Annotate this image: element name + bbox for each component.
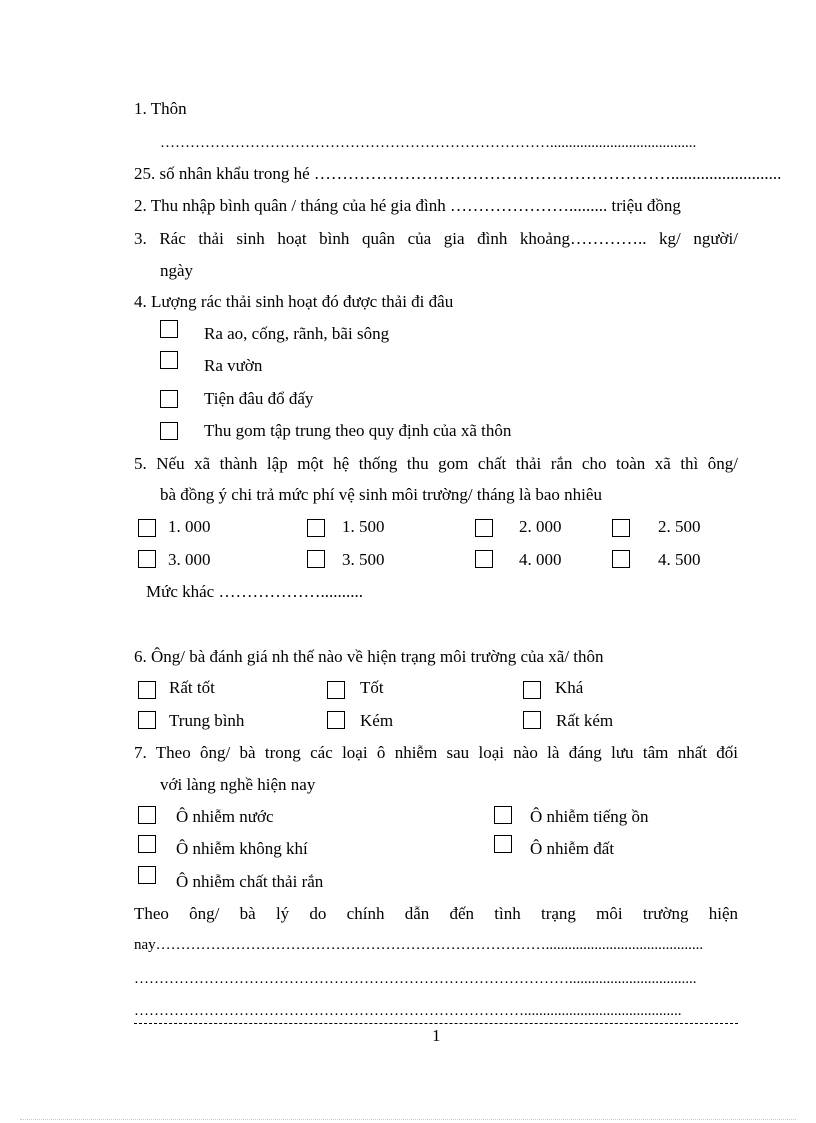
q7-option-air-label: Ô nhiễm không khí: [176, 839, 308, 858]
q5-line2: bà đồng ý chi trả mức phí vệ sinh môi trường/ tháng là bao nhiêu: [160, 485, 602, 504]
q5-option-2500-label: 2. 500: [658, 517, 701, 536]
q7-option-noise-label: Ô nhiễm tiếng ồn: [530, 807, 649, 826]
q7-option-water-checkbox[interactable]: [138, 806, 156, 824]
q4-option-3-checkbox[interactable]: [160, 390, 178, 408]
q7-option-solid-waste-label: Ô nhiễm chất thải rắn: [176, 872, 324, 891]
q5-option-3000-label: 3. 000: [168, 550, 211, 569]
q6-option-good-label: Tốt: [360, 678, 384, 697]
q1-dots[interactable]: …………………………………………………………………….......................................: [160, 135, 697, 151]
q6-option-good-checkbox[interactable]: [327, 681, 345, 699]
reason-line4[interactable]: ……………………………………………………………………..........................................: [134, 1003, 682, 1019]
q7-option-air-checkbox[interactable]: [138, 835, 156, 853]
q4-option-2-label: Ra vườn: [204, 356, 263, 375]
q6-option-very-poor-checkbox[interactable]: [523, 711, 541, 729]
q4-option-2-checkbox[interactable]: [160, 351, 178, 369]
q5-other-amount[interactable]: Mức khác ………………..........: [146, 582, 363, 601]
q7-option-solid-waste-checkbox[interactable]: [138, 866, 156, 884]
q7-option-soil-checkbox[interactable]: [494, 835, 512, 853]
q6-option-very-good-checkbox[interactable]: [138, 681, 156, 699]
q7-option-water-label: Ô nhiễm nước: [176, 807, 274, 826]
q5-option-2500-checkbox[interactable]: [612, 519, 630, 537]
page-edge-dotted-line: [20, 1119, 796, 1120]
q6-option-fair-checkbox[interactable]: [523, 681, 541, 699]
q5-option-4000-checkbox[interactable]: [475, 550, 493, 568]
footer-divider: [134, 1023, 738, 1024]
q4-option-4-checkbox[interactable]: [160, 422, 178, 440]
q3-line2: ngày: [160, 261, 194, 280]
q2-income: 2. Thu nhập bình quân / tháng của hé gia đình …………………......... triệu đồng: [134, 196, 681, 215]
q5-option-4500-checkbox[interactable]: [612, 550, 630, 568]
q1-household-size: 25. số nhân khẩu trong hé ………………………………………………………..........................: [134, 164, 782, 183]
q5-option-2000-checkbox[interactable]: [475, 519, 493, 537]
q5-option-2000-label: 2. 000: [519, 517, 562, 536]
q6-option-average-checkbox[interactable]: [138, 711, 156, 729]
q6-title: 6. Ông/ bà đánh giá nh thế nào về hiện trạng môi trường của xã/ thôn: [134, 647, 604, 666]
q1-label: 1. Thôn: [134, 99, 187, 118]
page-number: 1: [432, 1026, 441, 1045]
reason-line3[interactable]: ……………………………………………………………………………..................................: [134, 971, 697, 987]
q5-option-3500-checkbox[interactable]: [307, 550, 325, 568]
q5-option-3000-checkbox[interactable]: [138, 550, 156, 568]
q6-option-fair-label: Khá: [555, 678, 584, 697]
q6-option-average-label: Trung bình: [169, 711, 245, 730]
q5-option-4500-label: 4. 500: [658, 550, 701, 569]
q5-option-1000-checkbox[interactable]: [138, 519, 156, 537]
q6-option-poor-checkbox[interactable]: [327, 711, 345, 729]
q3-line1: 3. Rác thải sinh hoạt bình quân của gia đình khoảng………….. kg/ người/: [134, 229, 738, 248]
q5-option-1000-label: 1. 000: [168, 517, 211, 536]
q5-option-3500-label: 3. 500: [342, 550, 385, 569]
reason-line2[interactable]: nay……………………………………………………………………..........................................: [134, 937, 704, 953]
q5-option-1500-label: 1. 500: [342, 517, 385, 536]
reason-line1: Theo ông/ bà lý do chính dẫn đến tình trạng môi trường hiện: [134, 904, 738, 923]
q7-option-noise-checkbox[interactable]: [494, 806, 512, 824]
q5-line1: 5. Nếu xã thành lập một hệ thống thu gom chất thải rắn cho toàn xã thì ông/: [134, 454, 738, 473]
q6-option-very-poor-label: Rất kém: [556, 711, 614, 730]
q5-option-4000-label: 4. 000: [519, 550, 562, 569]
q4-option-1-label: Ra ao, cống, rãnh, bãi sông: [204, 324, 390, 343]
q7-option-soil-label: Ô nhiễm đất: [530, 839, 615, 858]
q4-option-3-label: Tiện đâu đổ đấy: [204, 389, 314, 408]
q4-option-4-label: Thu gom tập trung theo quy định của xã thôn: [204, 421, 512, 440]
q6-option-poor-label: Kém: [360, 711, 394, 730]
q5-option-1500-checkbox[interactable]: [307, 519, 325, 537]
q4-title: 4. Lượng rác thải sinh hoạt đó được thải đi đâu: [134, 292, 454, 311]
q6-option-very-good-label: Rất tốt: [169, 678, 215, 697]
q4-option-1-checkbox[interactable]: [160, 320, 178, 338]
q7-line2: với làng nghề hiện nay: [160, 775, 316, 794]
q7-line1: 7. Theo ông/ bà trong các loại ô nhiễm sau loại nào là đáng lưu tâm nhất đối: [134, 743, 738, 762]
